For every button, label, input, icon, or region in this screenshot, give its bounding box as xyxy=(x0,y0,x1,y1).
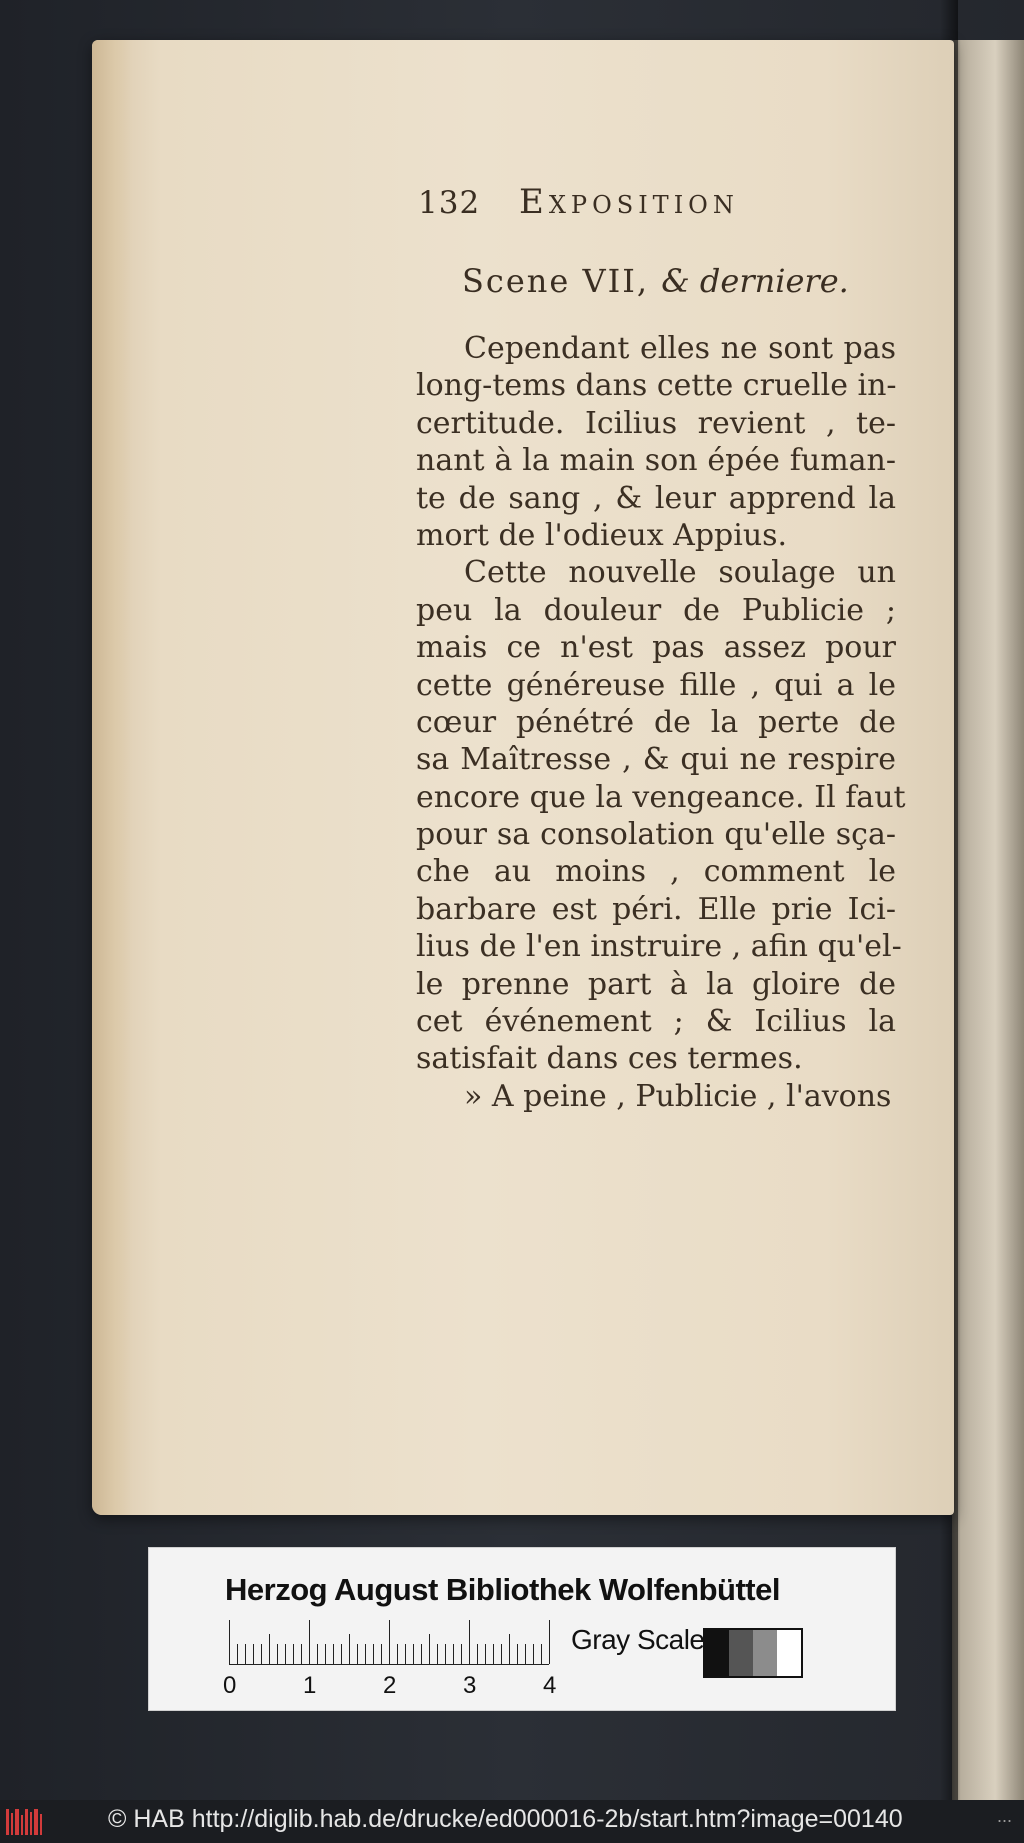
ruler-tick xyxy=(517,1644,518,1664)
ruler-tick xyxy=(373,1644,374,1664)
scale-number: 3 xyxy=(463,1672,477,1699)
gray-patch xyxy=(777,1630,801,1676)
running-title: Exposition xyxy=(519,182,739,222)
ruler-tick xyxy=(445,1644,446,1664)
ruler-tick xyxy=(237,1644,238,1664)
page-deckle-edge xyxy=(92,40,132,1515)
ruler-tick xyxy=(469,1620,470,1664)
scale-number: 4 xyxy=(543,1672,557,1699)
ruler-tick xyxy=(309,1620,310,1664)
scene-heading-italic: & derniere. xyxy=(661,262,849,300)
ruler-tick xyxy=(269,1634,270,1664)
gray-patch xyxy=(753,1630,777,1676)
text-line: cette généreuse fille , qui a le xyxy=(416,667,896,703)
text-line: peu la douleur de Publicie ; xyxy=(416,592,896,628)
text-line: sa Maîtresse , & qui ne respire xyxy=(416,742,896,778)
library-name: Herzog August Bibliothek Wolfenbüttel xyxy=(225,1572,780,1607)
gray-patch xyxy=(729,1630,753,1676)
ruler-tick xyxy=(525,1644,526,1664)
ruler-tick xyxy=(493,1644,494,1664)
scale-number: 1 xyxy=(303,1672,317,1699)
scene-heading-roman: Scene VII, xyxy=(462,262,650,300)
text-line: long-tems dans cette cruelle in- xyxy=(416,368,897,404)
ruler-tick xyxy=(349,1634,350,1664)
footer-bar xyxy=(0,1800,1024,1843)
ruler-tick xyxy=(389,1620,390,1664)
ruler-tick xyxy=(333,1644,334,1664)
ruler-tick xyxy=(509,1634,510,1664)
gray-scale-patches xyxy=(703,1628,803,1678)
ruler-tick xyxy=(477,1644,478,1664)
adjacent-page-edge xyxy=(952,40,1024,1800)
text-line: encore que la vengeance. Il faut xyxy=(416,779,906,815)
ruler-tick xyxy=(365,1644,366,1664)
ruler-tick xyxy=(229,1620,230,1664)
ruler-tick xyxy=(421,1644,422,1664)
scene-heading xyxy=(462,262,849,300)
ruler-tick xyxy=(261,1644,262,1664)
ruler-tick xyxy=(397,1644,398,1664)
ruler-tick xyxy=(285,1644,286,1664)
running-header xyxy=(418,182,739,222)
ruler-tick xyxy=(541,1644,542,1664)
text-line: Cependant elles ne sont pas xyxy=(464,331,896,366)
ruler-tick xyxy=(549,1620,550,1664)
text-line: cœur pénétré de la perte de xyxy=(416,704,896,740)
text-line: satisfait dans ces termes. xyxy=(416,1041,803,1077)
ruler-tick xyxy=(461,1644,462,1664)
ruler-tick xyxy=(341,1644,342,1664)
ruler-tick xyxy=(437,1644,438,1664)
scale-number: 2 xyxy=(383,1672,397,1699)
text-line: mort de l'odieux Appius. xyxy=(416,517,788,553)
text-line: nant à la main son épée fuman- xyxy=(416,443,896,479)
text-line: le prenne part à la gloire de xyxy=(416,966,896,1002)
ruler-tick xyxy=(253,1644,254,1664)
ruler-tick xyxy=(317,1644,318,1664)
scale-number: 0 xyxy=(223,1672,237,1699)
ruler-tick xyxy=(293,1644,294,1664)
text-line: cet événement ; & Icilius la xyxy=(416,1004,896,1040)
text-line: te de sang , & leur apprend la xyxy=(416,480,896,516)
ruler-tick xyxy=(381,1644,382,1664)
ruler-tick xyxy=(405,1644,406,1664)
text-line: lius de l'en instruire , afin qu'el- xyxy=(416,929,902,965)
ruler-tick xyxy=(453,1644,454,1664)
ruler-tick xyxy=(533,1644,534,1664)
color-calibration-card xyxy=(148,1547,896,1711)
ruler-tick xyxy=(325,1644,326,1664)
text-line: » A peine , Publicie , l'avons xyxy=(464,1078,892,1114)
barcode-logo-icon xyxy=(6,1809,46,1835)
page-number: 132 xyxy=(418,185,481,221)
gray-patch xyxy=(705,1630,729,1676)
copyright-url[interactable]: © HAB http://diglib.hab.de/drucke/ed000016-2b/start.htm?image=00140 xyxy=(108,1805,903,1833)
text-line: mais ce n'est pas assez pour xyxy=(416,630,896,666)
more-indicator: ... xyxy=(996,1806,1012,1826)
ruler-tick xyxy=(501,1644,502,1664)
text-line: Cette nouvelle soulage un xyxy=(464,555,896,591)
ruler-tick xyxy=(301,1644,302,1664)
ruler-tick xyxy=(357,1644,358,1664)
ruler-tick xyxy=(277,1644,278,1664)
ruler-tick xyxy=(245,1644,246,1664)
text-line: barbare est péri. Elle prie Ici- xyxy=(416,891,896,927)
text-line: certitude. Icilius revient , te- xyxy=(416,405,896,441)
ruler-tick xyxy=(429,1634,430,1664)
ruler-tick xyxy=(413,1644,414,1664)
text-line: pour sa consolation qu'elle sça- xyxy=(416,817,896,853)
ruler-tick xyxy=(485,1644,486,1664)
body-text xyxy=(416,330,906,1115)
ruler-baseline xyxy=(229,1664,549,1665)
scale-ruler xyxy=(229,1620,549,1664)
text-line: che au moins , comment le xyxy=(416,854,896,890)
gray-scale-label: Gray Scale xyxy=(571,1624,705,1655)
